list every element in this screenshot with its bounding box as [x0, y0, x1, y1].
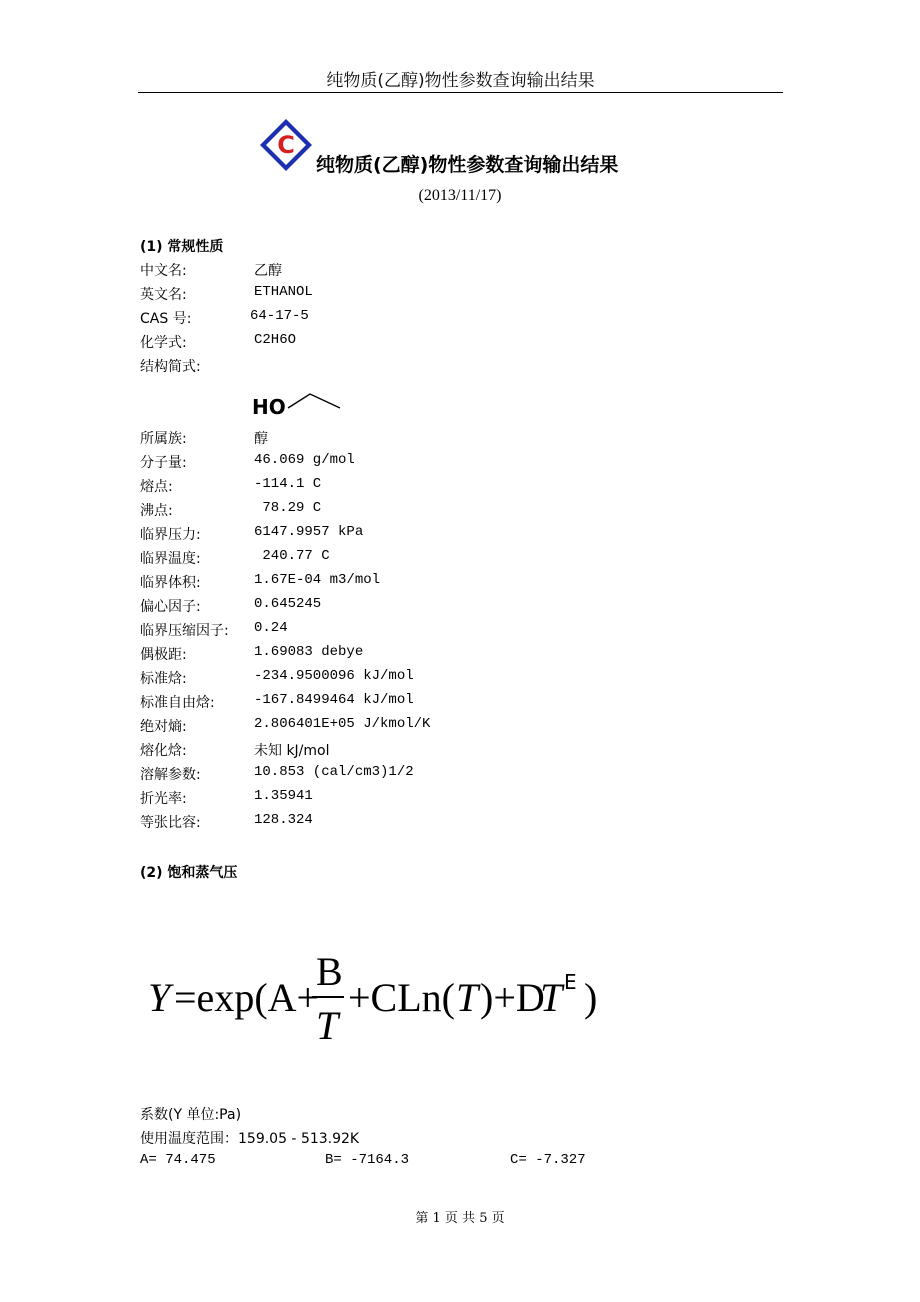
property-label: 化学式:	[140, 335, 187, 351]
property-value: 6147.9957 kPa	[254, 524, 364, 540]
property-value: C2H6O	[254, 332, 297, 348]
property-label: 中文名:	[140, 263, 187, 279]
formula-t2: T	[540, 975, 563, 1020]
header-rule	[138, 92, 783, 93]
property-value: 0.24	[254, 620, 288, 636]
property-value: -167.8499464 kJ/mol	[254, 692, 414, 708]
property-value: 240.77 C	[254, 548, 330, 564]
logo-letter: C	[277, 131, 295, 159]
property-label: 英文名:	[140, 287, 187, 303]
property-label: 熔化焓:	[140, 743, 187, 759]
structural-formula	[250, 388, 350, 422]
page-footer: 第 1 页 共 5 页	[415, 1211, 505, 1226]
vapor-pressure-equation	[140, 945, 620, 1055]
formula-d-term: )+D	[480, 975, 545, 1020]
property-label: 标准焓:	[140, 671, 187, 687]
property-label: 偶极距:	[140, 647, 187, 663]
property-label: 绝对熵:	[140, 719, 187, 735]
property-label: 所属族:	[140, 431, 187, 447]
formula-exponent: E	[564, 970, 577, 994]
coef-a: A= 74.475	[140, 1152, 216, 1168]
coef-unit: 系数(Y 单位:Pa)	[140, 1107, 242, 1123]
property-label: 结构简式:	[140, 359, 201, 375]
page-header: 纯物质(乙醇)物性参数查询输出结果	[326, 71, 595, 91]
formula-t1: T	[456, 975, 479, 1020]
property-value: ETHANOL	[254, 284, 313, 300]
property-value: 乙醇	[254, 263, 282, 279]
formula-denominator: T	[316, 1003, 339, 1048]
property-value: 128.324	[254, 812, 313, 828]
property-label: 溶解参数:	[140, 767, 201, 783]
property-value: -234.9500096 kJ/mol	[254, 668, 414, 684]
structure-bonds	[288, 394, 340, 408]
property-label: 偏心因子:	[140, 599, 201, 615]
temperature-range: 使用温度范围：159.05 - 513.92K	[140, 1131, 360, 1147]
coef-b: B= -7164.3	[325, 1152, 410, 1168]
property-label: 临界温度:	[140, 551, 201, 567]
section-general-heading: (1) 常规性质	[140, 239, 224, 255]
property-label: 标准自由焓:	[140, 695, 215, 711]
formula-y: Y	[148, 975, 171, 1020]
property-label: 等张比容:	[140, 815, 201, 831]
section-vapor-pressure-heading: (2) 饱和蒸气压	[140, 865, 238, 881]
coef-c: C= -7.327	[510, 1152, 586, 1168]
property-value: 醇	[254, 431, 268, 447]
property-value: 78.29 C	[254, 500, 322, 516]
formula-cln-open: +CLn(	[348, 975, 455, 1020]
property-label: 临界体积:	[140, 575, 201, 591]
formula-exp-open: =exp(A+	[174, 975, 320, 1020]
structure-ho-text: HO	[252, 395, 286, 419]
property-value: 10.853 (cal/cm3)1/2	[254, 764, 414, 780]
property-value: 2.806401E+05 J/kmol/K	[254, 716, 431, 732]
property-value: -114.1 C	[254, 476, 322, 492]
property-label: CAS 号:	[140, 311, 192, 327]
property-value: 1.35941	[254, 788, 313, 804]
document-title: 纯物质(乙醇)物性参数查询输出结果	[316, 154, 619, 176]
property-value: 1.69083 debye	[254, 644, 364, 660]
property-label: 沸点:	[140, 503, 173, 519]
formula-numerator: B	[316, 949, 343, 994]
property-label: 临界压缩因子:	[140, 623, 229, 639]
property-label: 折光率:	[140, 791, 187, 807]
property-label: 分子量:	[140, 455, 187, 471]
company-logo	[258, 117, 314, 173]
property-label: 临界压力:	[140, 527, 201, 543]
document-date: (2013/11/17)	[418, 187, 502, 204]
formula-close: )	[584, 975, 598, 1020]
property-value: 0.645245	[254, 596, 322, 612]
property-value: 46.069 g/mol	[254, 452, 355, 468]
property-value: 64-17-5	[250, 308, 309, 324]
property-value: 未知 kJ/mol	[254, 743, 330, 759]
property-label: 熔点:	[140, 479, 173, 495]
property-value: 1.67E-04 m3/mol	[254, 572, 381, 588]
